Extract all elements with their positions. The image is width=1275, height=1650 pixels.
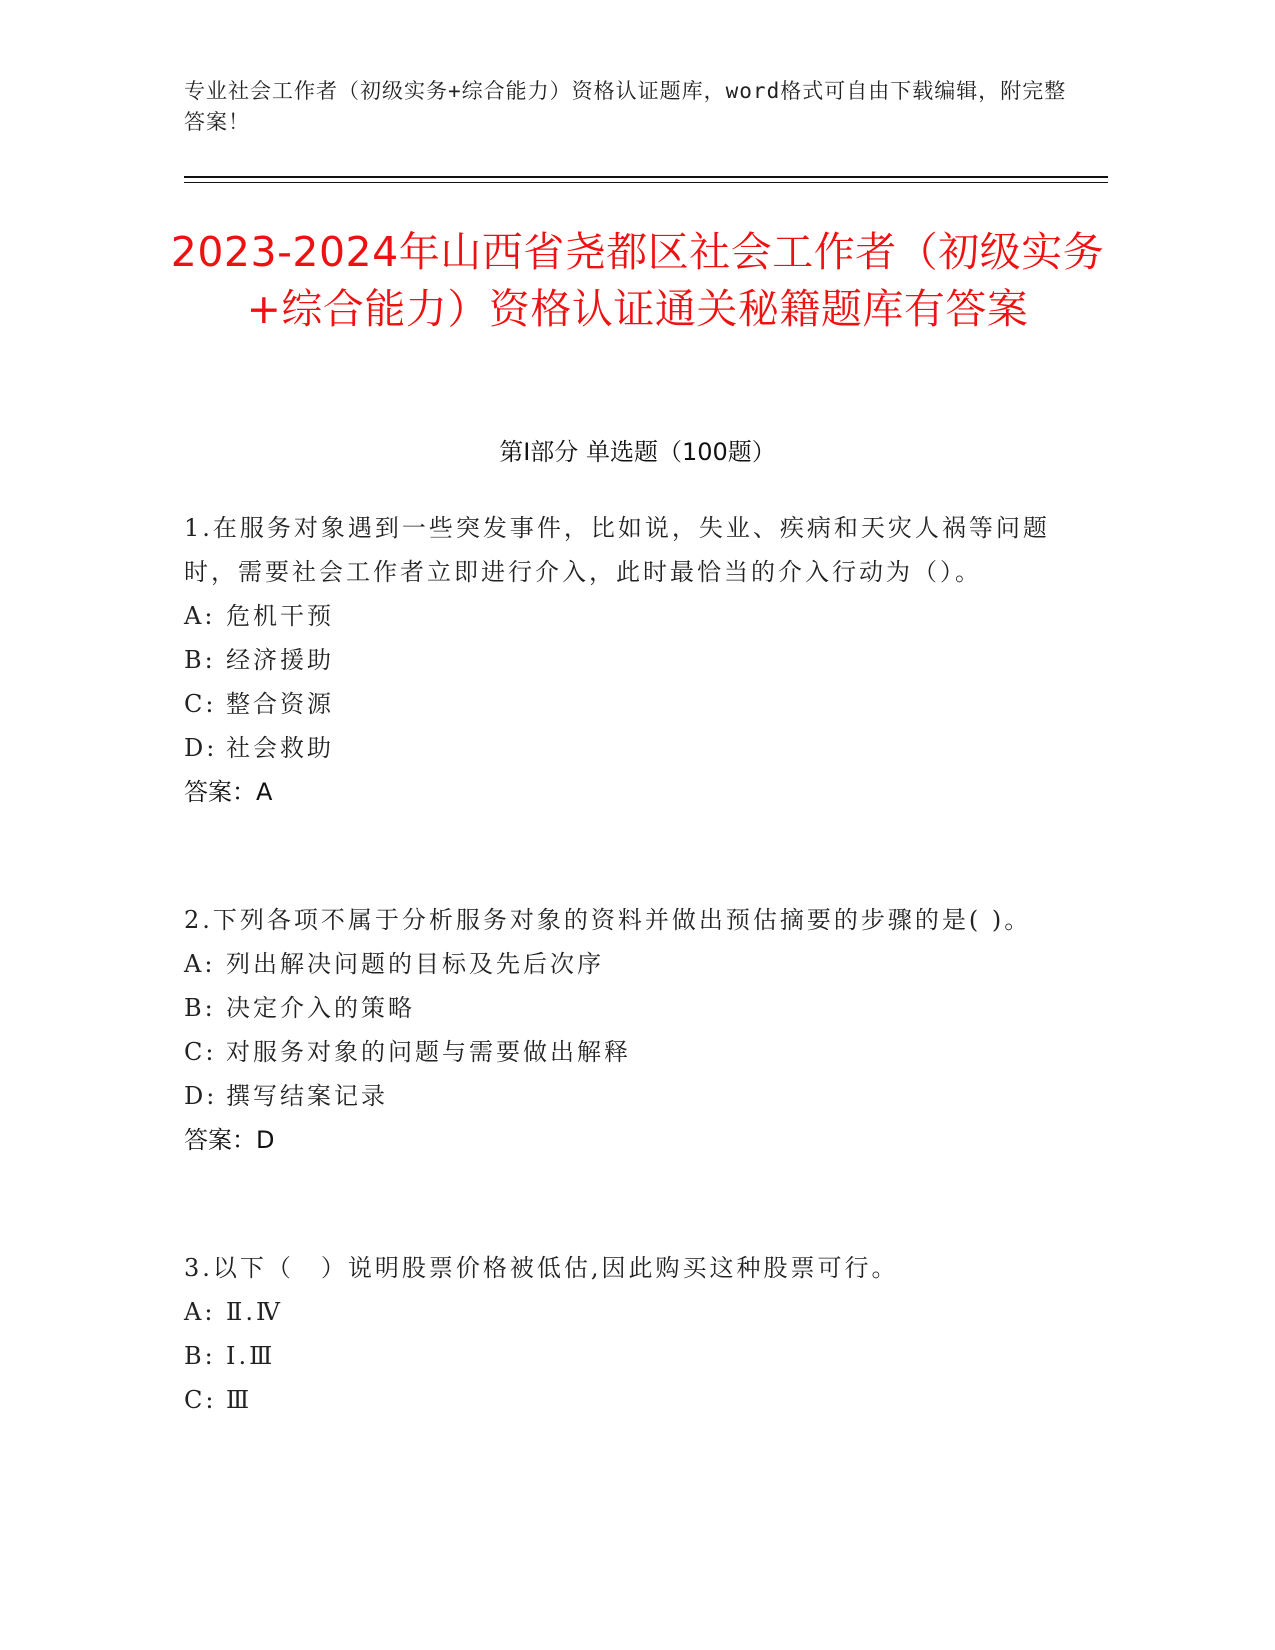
option-key: B:: [184, 994, 216, 1022]
question-1: [184, 506, 1064, 814]
question-stem: 1.在服务对象遇到一些突发事件，比如说，失业、疾病和天灾人祸等问题时，需要社会工作者立即进行介入，此时最恰当的介入行动为（）。: [184, 514, 1050, 586]
header-divider-thin: [184, 182, 1108, 183]
option-d: [184, 1074, 1064, 1118]
option-key: A:: [184, 1298, 216, 1326]
option-text: 对服务对象的问题与需要做出解释: [226, 1038, 631, 1066]
header-note: 专业社会工作者（初级实务+综合能力）资格认证题库，word格式可自由下载编辑，附完整答案！: [184, 79, 1067, 134]
option-c: [184, 1378, 1064, 1422]
option-text: 社会救助: [226, 734, 334, 762]
option-text: Ⅲ: [226, 1386, 253, 1414]
answer-line: 答案：D: [184, 1126, 275, 1154]
question-3: [184, 1246, 1064, 1422]
question-stem: 3.以下（ ）说明股票价格被低估,因此购买这种股票可行。: [184, 1254, 899, 1282]
option-b: [184, 1334, 1064, 1378]
option-text: 撰写结案记录: [226, 1082, 388, 1110]
option-key: D:: [184, 1082, 218, 1110]
section-title: 第Ⅰ部分 单选题（100题）: [499, 438, 776, 466]
option-key: D:: [184, 734, 218, 762]
option-key: A:: [184, 602, 216, 630]
option-c: [184, 682, 1064, 726]
option-key: B:: [184, 646, 216, 674]
question-stem: 2.下列各项不属于分析服务对象的资料并做出预估摘要的步骤的是( )。: [184, 906, 1032, 934]
option-key: C:: [184, 1386, 217, 1414]
option-text: 列出解决问题的目标及先后次序: [226, 950, 604, 978]
option-a: [184, 942, 1064, 986]
option-text: Ⅱ.Ⅳ: [226, 1298, 283, 1326]
answer-line: 答案：A: [184, 778, 273, 806]
option-key: A:: [184, 950, 216, 978]
option-key: C:: [184, 1038, 217, 1066]
document-title: 2023-2024年山西省尧都区社会工作者（初级实务+综合能力）资格认证通关秘籍题库有答案: [170, 228, 1105, 333]
question-2: [184, 898, 1064, 1162]
option-c: [184, 1030, 1064, 1074]
option-a: [184, 594, 1064, 638]
header-divider: [184, 176, 1108, 178]
option-text: 决定介入的策略: [226, 994, 415, 1022]
option-key: B:: [184, 1342, 216, 1370]
option-a: [184, 1290, 1064, 1334]
option-text: 危机干预: [226, 602, 334, 630]
option-text: 整合资源: [226, 690, 334, 718]
option-d: [184, 726, 1064, 770]
option-b: [184, 638, 1064, 682]
option-text: 经济援助: [226, 646, 334, 674]
option-key: C:: [184, 690, 217, 718]
option-b: [184, 986, 1064, 1030]
option-text: Ⅰ.Ⅲ: [226, 1342, 276, 1370]
